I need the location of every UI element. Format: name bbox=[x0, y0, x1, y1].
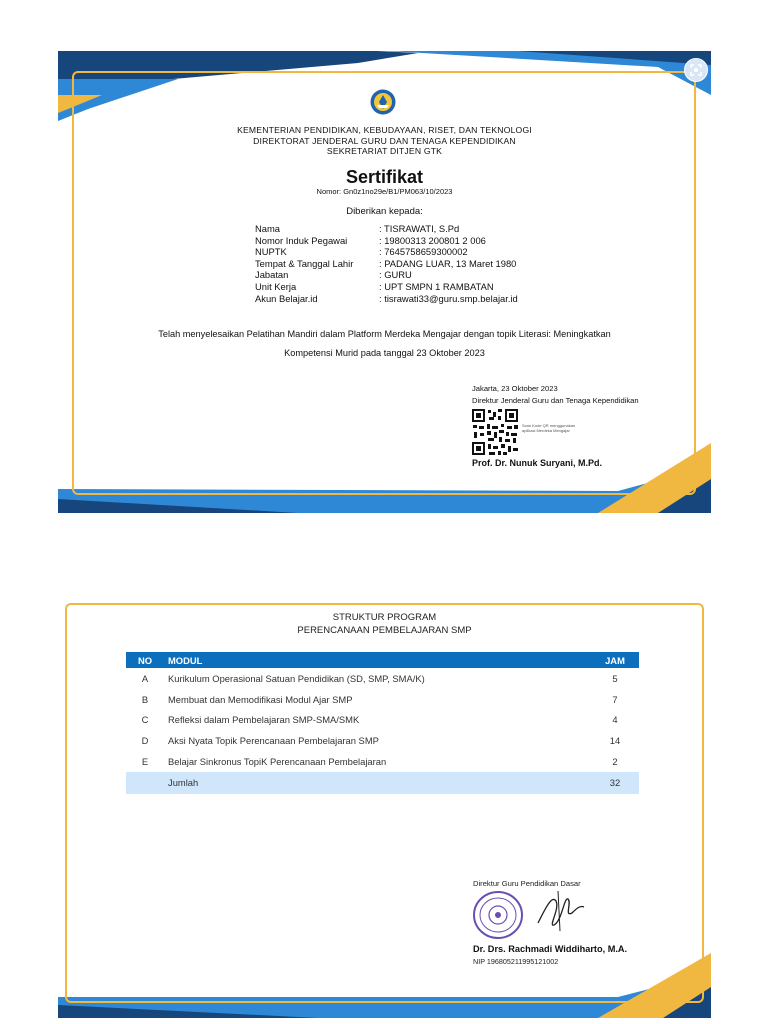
detail-label: Nomor Induk Pegawai bbox=[255, 234, 348, 246]
place-date: Jakarta, 23 Oktober 2023 bbox=[472, 384, 558, 393]
structure-signer-name: Dr. Drs. Rachmadi Widdiharto, M.A. bbox=[473, 944, 628, 954]
detail-value: : UPT SMPN 1 RAMBATAN bbox=[379, 280, 494, 292]
ministry-line: DIREKTORAT JENDERAL GURU DAN TENAGA KEPENDIDIKAN bbox=[253, 135, 516, 146]
ministry-line: KEMENTERIAN PENDIDIKAN, KEBUDAYAAN, RISET, DAN TEKNOLOGI bbox=[237, 125, 532, 135]
detail-value: : TISRAWATI, S.Pd bbox=[379, 223, 460, 234]
row-jam: 2 bbox=[612, 756, 618, 768]
ministry-header bbox=[58, 125, 711, 157]
structure-signer-role: Direktur Guru Pendidikan Dasar bbox=[473, 879, 581, 888]
row-modul: Belajar Sinkronus TopiK Perencanaan Pembelajaran bbox=[168, 756, 387, 768]
qr-code-icon bbox=[471, 408, 519, 456]
row-modul: Kurikulum Operasional Satuan Pendidikan (SD, SMP, SMA/K) bbox=[168, 672, 425, 684]
official-seal-icon bbox=[472, 889, 530, 941]
row-no: A bbox=[141, 672, 149, 684]
detail-row bbox=[255, 281, 518, 293]
row-no: B bbox=[141, 693, 149, 705]
detail-value: : 7645758659300002 bbox=[379, 246, 468, 258]
row-no: E bbox=[141, 756, 149, 768]
header-modul: MODUL bbox=[164, 652, 591, 668]
detail-label: Tempat & Tanggal Lahir bbox=[255, 257, 354, 269]
total-empty-cell bbox=[126, 772, 164, 794]
detail-label: Nama bbox=[255, 223, 281, 234]
table-row bbox=[126, 689, 639, 710]
row-modul: Membuat dan Memodifikasi Modul Ajar SMP bbox=[168, 693, 353, 705]
detail-row bbox=[255, 246, 518, 258]
detail-value: : 19800313 200801 2 006 bbox=[379, 234, 486, 246]
given-to-label: Diberikan kepada: bbox=[346, 206, 423, 217]
row-jam: 5 bbox=[612, 672, 618, 684]
screen-capture-icon[interactable] bbox=[684, 58, 708, 82]
row-no: C bbox=[141, 714, 149, 726]
detail-row bbox=[255, 258, 518, 270]
program-table bbox=[126, 652, 639, 794]
program-title-line: STRUKTUR PROGRAM bbox=[332, 612, 437, 623]
header-no: NO bbox=[126, 652, 164, 668]
row-jam: 7 bbox=[612, 693, 618, 705]
kemdikbud-logo-icon bbox=[370, 89, 396, 115]
table-row bbox=[126, 751, 639, 772]
certificate-page bbox=[58, 51, 711, 513]
program-title bbox=[58, 611, 711, 637]
qr-note-line: Scan Kode QR menggunakan bbox=[522, 423, 576, 428]
detail-label: Unit Kerja bbox=[255, 280, 297, 292]
detail-label: Akun Belajar.id bbox=[255, 292, 318, 304]
statement-line: Telah menyelesaikan Pelatihan Mandiri dalam Platform Merdeka Mengajar dengan topik Literasi: Meningkatkan bbox=[158, 329, 611, 339]
certificate-number: Nomor: Gn0z1no29e/B1/PM063/10/2023 bbox=[316, 187, 453, 196]
handwritten-signature-icon bbox=[534, 887, 586, 933]
header-jam: JAM bbox=[591, 652, 639, 668]
total-label: Jumlah bbox=[164, 772, 591, 794]
row-modul: Aksi Nyata Topik Perencanaan Pembelajaran SMP bbox=[168, 735, 379, 747]
program-structure-page bbox=[58, 595, 711, 1018]
detail-value: : tisrawati33@guru.smp.belajar.id bbox=[379, 292, 518, 304]
ministry-line: SEKRETARIAT DITJEN GTK bbox=[326, 146, 443, 156]
detail-row bbox=[255, 223, 518, 235]
table-header-row bbox=[126, 652, 639, 668]
row-jam: 4 bbox=[612, 714, 618, 726]
detail-label: NUPTK bbox=[255, 246, 287, 258]
signature-block bbox=[472, 383, 639, 407]
total-row bbox=[126, 772, 639, 794]
certificate-title: Sertifikat bbox=[345, 167, 424, 187]
table-row bbox=[126, 668, 639, 689]
table-row bbox=[126, 710, 639, 731]
recipient-details bbox=[255, 223, 518, 304]
statement-line: Kompetensi Murid pada tanggal 23 Oktober 2023 bbox=[284, 348, 485, 358]
table-row bbox=[126, 730, 639, 751]
detail-row bbox=[255, 293, 518, 305]
qr-note-line: aplikasi Merdeka Mengajar bbox=[522, 428, 570, 433]
total-jam: 32 bbox=[591, 772, 639, 794]
completion-statement bbox=[128, 325, 641, 363]
detail-row bbox=[255, 235, 518, 247]
row-jam: 14 bbox=[609, 735, 621, 747]
detail-value: : GURU bbox=[379, 269, 412, 281]
signer-name: Prof. Dr. Nunuk Suryani, M.Pd. bbox=[472, 458, 603, 468]
qr-instruction bbox=[522, 423, 592, 433]
signer-role: Direktur Jenderal Guru dan Tenaga Kependidikan bbox=[472, 396, 639, 405]
detail-label: Jabatan bbox=[255, 269, 289, 281]
structure-signer-nip: NIP 196805211995121002 bbox=[473, 957, 559, 966]
row-modul: Refleksi dalam Pembelajaran SMP-SMA/SMK bbox=[168, 714, 360, 726]
row-no: D bbox=[141, 735, 149, 747]
detail-row bbox=[255, 269, 518, 281]
detail-value: : PADANG LUAR, 13 Maret 1980 bbox=[379, 257, 517, 269]
program-title-line: PERENCANAAN PEMBELAJARAN SMP bbox=[297, 625, 472, 636]
